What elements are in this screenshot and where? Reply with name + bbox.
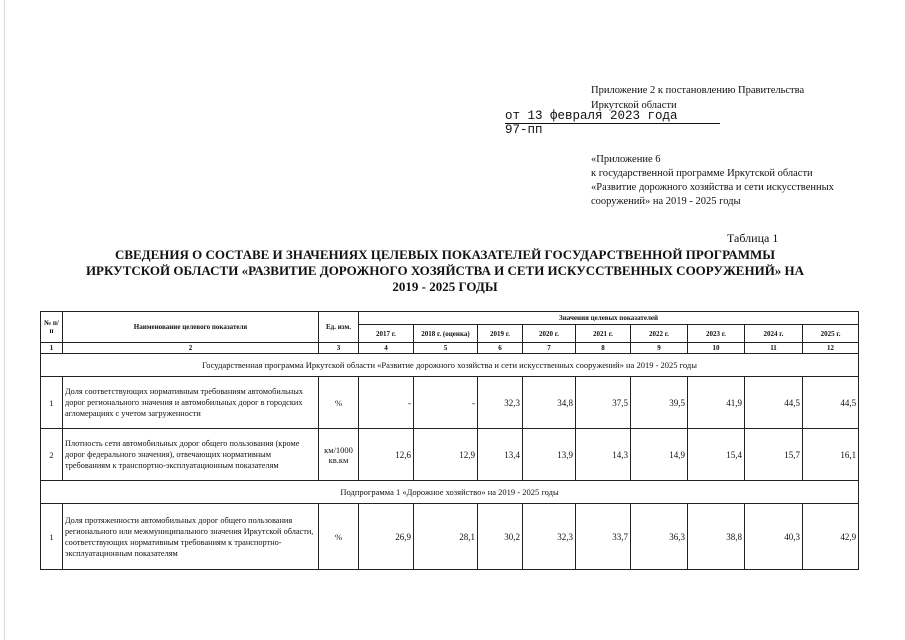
indicator-name: Плотность сети автомобильных дорог общего пользования (кроме дорог федерального значения), отвечающих нормативным требованиям к транспортно-эксплуатационным показателям <box>63 429 319 481</box>
value-cell: 36,3 <box>631 504 688 570</box>
value-cell: 30,2 <box>478 504 523 570</box>
column-number: 6 <box>478 343 523 354</box>
value-cell: 38,8 <box>688 504 745 570</box>
value-cell: 28,1 <box>414 504 478 570</box>
title-line: ИРКУТСКОЙ ОБЛАСТИ «РАЗВИТИЕ ДОРОЖНОГО ХОЗЯЙСТВА И СЕТИ ИСКУССТВЕННЫХ СООРУЖЕНИЙ» НА <box>85 263 805 278</box>
column-number: 1 <box>41 343 63 354</box>
value-cell: 15,7 <box>745 429 803 481</box>
unit-cell: % <box>319 377 359 429</box>
appendix-2-line: Приложение 2 к постановлению Правительства <box>591 85 805 96</box>
value-cell: 13,4 <box>478 429 523 481</box>
column-number: 7 <box>523 343 576 354</box>
page-edge-line <box>4 0 5 640</box>
value-cell: 14,3 <box>576 429 631 481</box>
column-number: 3 <box>319 343 359 354</box>
column-number: 11 <box>745 343 803 354</box>
header-cell-year: 2023 г. <box>688 325 745 343</box>
title-line: СВЕДЕНИЯ О СОСТАВЕ И ЗНАЧЕНИЯХ ЦЕЛЕВЫХ ПОКАЗАТЕЛЕЙ ГОСУДАРСТВЕННОЙ ПРОГРАММЫ <box>114 247 776 262</box>
header-cell-year: 2017 г. <box>359 325 414 343</box>
title-line: 2019 - 2025 ГОДЫ <box>392 279 498 294</box>
resolution-number: 97-пп <box>505 123 543 137</box>
value-cell: 32,3 <box>478 377 523 429</box>
header-cell-year: 2018 г. (оценка) <box>414 325 478 343</box>
header-cell-year: 2021 г. <box>576 325 631 343</box>
header-cell-year: 2019 г. <box>478 325 523 343</box>
value-cell: 12,9 <box>414 429 478 481</box>
value-cell: - <box>359 377 414 429</box>
appendix-6-line: сооружений» на 2019 - 2025 годы <box>591 196 741 207</box>
table-row <box>41 504 859 570</box>
header-cell-name: Наименование целевого показателя <box>63 312 319 343</box>
appendix-6-reference <box>591 153 891 209</box>
section-title: Подпрограмма 1 «Дорожное хозяйство» на 2019 - 2025 годы <box>41 481 859 504</box>
row-number: 1 <box>41 377 63 429</box>
appendix-6-line: «Приложение 6 <box>591 154 661 165</box>
value-cell: 14,9 <box>631 429 688 481</box>
column-number: 2 <box>63 343 319 354</box>
value-cell: 34,8 <box>523 377 576 429</box>
value-cell: 44,5 <box>803 377 859 429</box>
header-cell-year: 2025 г. <box>803 325 859 343</box>
document-title <box>20 247 870 295</box>
indicators-table <box>40 311 859 570</box>
column-number: 4 <box>359 343 414 354</box>
unit-cell: км/1000 кв.км <box>319 429 359 481</box>
indicator-name: Доля соответствующих нормативным требованиям автомобильных дорог регионального значения и автомобильных дорог в городских агломерациях с учетом загруженности <box>63 377 319 429</box>
value-cell: 12,6 <box>359 429 414 481</box>
column-number-row <box>41 343 859 354</box>
value-cell: 26,9 <box>359 504 414 570</box>
header-cell-values-group: Значения целевых показателей <box>359 312 859 325</box>
column-number: 10 <box>688 343 745 354</box>
value-cell: 33,7 <box>576 504 631 570</box>
table-row <box>41 377 859 429</box>
unit-cell: % <box>319 504 359 570</box>
value-cell: 16,1 <box>803 429 859 481</box>
header-cell-unit: Ед. изм. <box>319 312 359 343</box>
section-row-subprogram-1 <box>41 481 859 504</box>
value-cell: - <box>414 377 478 429</box>
value-cell: 13,9 <box>523 429 576 481</box>
header-cell-no: № п/п <box>41 312 63 343</box>
column-number: 8 <box>576 343 631 354</box>
value-cell: 41,9 <box>688 377 745 429</box>
section-row-state-program <box>41 354 859 377</box>
value-cell: 15,4 <box>688 429 745 481</box>
value-cell: 44,5 <box>745 377 803 429</box>
row-number: 2 <box>41 429 63 481</box>
value-cell: 40,3 <box>745 504 803 570</box>
column-number: 5 <box>414 343 478 354</box>
resolution-date-block <box>505 110 720 137</box>
resolution-date: от 13 февраля 2023 года <box>505 110 720 124</box>
appendix-6-line: к государственной программе Иркутской области <box>591 168 813 179</box>
value-cell: 32,3 <box>523 504 576 570</box>
value-cell: 37,5 <box>576 377 631 429</box>
header-cell-year: 2022 г. <box>631 325 688 343</box>
column-number: 12 <box>803 343 859 354</box>
header-cell-year: 2024 г. <box>745 325 803 343</box>
value-cell: 42,9 <box>803 504 859 570</box>
value-cell: 39,5 <box>631 377 688 429</box>
indicator-name: Доля протяженности автомобильных дорог общего пользования регионального или межмуниципального значения Иркутской области, соответствующих нормативным требованиям к транспортно-эксплуатационным показателям <box>63 504 319 570</box>
header-cell-year: 2020 г. <box>523 325 576 343</box>
column-number: 9 <box>631 343 688 354</box>
appendix-2-line: Иркутской области <box>591 100 677 111</box>
appendix-6-line: «Развитие дорожного хозяйства и сети искусственных <box>591 182 834 193</box>
row-number: 1 <box>41 504 63 570</box>
table-label: Таблица 1 <box>727 231 779 245</box>
table-row <box>41 429 859 481</box>
section-title: Государственная программа Иркутской области «Развитие дорожного хозяйства и сети искусственных сооружений» на 2019 - 2025 годы <box>41 354 859 377</box>
